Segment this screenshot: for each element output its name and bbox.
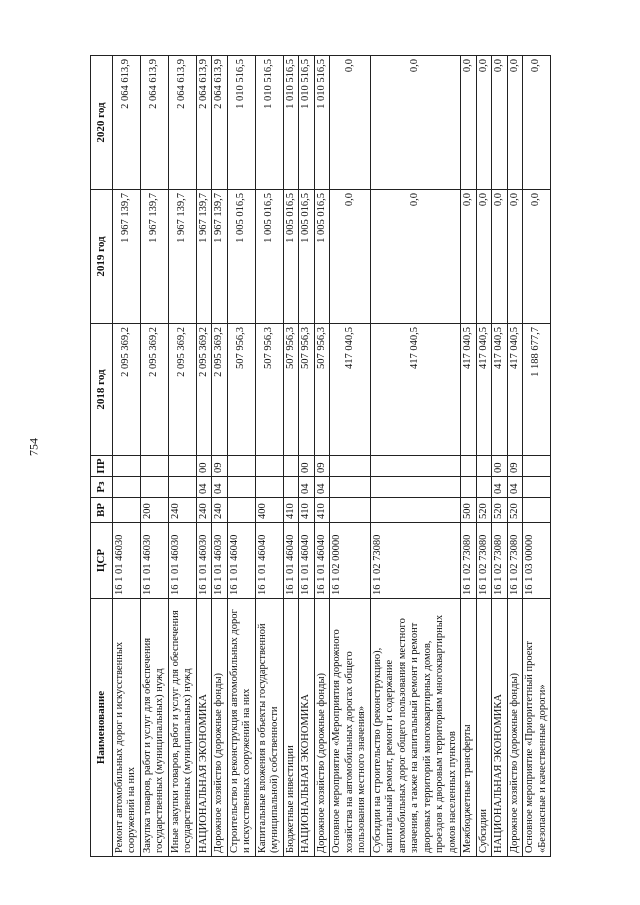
- table-row: [523, 56, 551, 857]
- cell-pr: 09: [314, 456, 330, 477]
- cell-pr: [140, 456, 168, 477]
- cell-2018: 1 188 677,7: [523, 324, 551, 456]
- table-row: [461, 56, 477, 857]
- cell-csr: 16 1 01 46030: [212, 523, 228, 599]
- table-header-row: [91, 56, 113, 857]
- cell-vr: 520: [492, 498, 508, 523]
- cell-vr: 410: [299, 498, 315, 523]
- cell-rz: [283, 477, 299, 498]
- cell-2018: 417 040,5: [476, 324, 492, 456]
- cell-2020: 2 064 613,9: [112, 56, 140, 190]
- cell-2020: 1 010 516,5: [299, 56, 315, 190]
- cell-csr: 16 1 02 73080: [492, 523, 508, 599]
- cell-2019: 0,0: [461, 190, 477, 324]
- cell-2020: 1 010 516,5: [314, 56, 330, 190]
- cell-rz: 04: [492, 477, 508, 498]
- budget-table: [90, 55, 551, 857]
- cell-rz: [330, 477, 371, 498]
- cell-2018: 507 956,3: [227, 324, 255, 456]
- cell-csr: 16 1 01 46030: [168, 523, 196, 599]
- table-row: [492, 56, 508, 857]
- cell-pr: [330, 456, 371, 477]
- table-row: [507, 56, 523, 857]
- cell-name: Межбюджетные трансферты: [461, 599, 477, 857]
- cell-2019: 1 967 139,7: [112, 190, 140, 324]
- cell-vr: 410: [314, 498, 330, 523]
- cell-rz: 04: [507, 477, 523, 498]
- cell-2020: 0,0: [492, 56, 508, 190]
- cell-rz: [227, 477, 255, 498]
- cell-rz: 04: [299, 477, 315, 498]
- cell-2019: 0,0: [476, 190, 492, 324]
- cell-2019: 1 005 016,5: [255, 190, 283, 324]
- cell-2018: 417 040,5: [492, 324, 508, 456]
- cell-pr: [461, 456, 477, 477]
- cell-csr: 16 1 02 73080: [461, 523, 477, 599]
- cell-pr: [227, 456, 255, 477]
- cell-csr: 16 1 01 46040: [255, 523, 283, 599]
- cell-vr: 520: [476, 498, 492, 523]
- cell-vr: 240: [168, 498, 196, 523]
- table-row: [168, 56, 196, 857]
- cell-pr: [255, 456, 283, 477]
- cell-2018: 417 040,5: [461, 324, 477, 456]
- cell-2019: 1 005 016,5: [227, 190, 255, 324]
- table-row: [227, 56, 255, 857]
- cell-2020: 2 064 613,9: [140, 56, 168, 190]
- rotated-table-container: [90, 56, 550, 857]
- cell-vr: [227, 498, 255, 523]
- table-row: [370, 56, 461, 857]
- cell-vr: 410: [283, 498, 299, 523]
- cell-pr: [523, 456, 551, 477]
- header-2020: 2020 год: [91, 56, 113, 190]
- cell-pr: 09: [507, 456, 523, 477]
- cell-rz: [255, 477, 283, 498]
- cell-pr: [112, 456, 140, 477]
- header-vr: ВР: [91, 498, 113, 523]
- cell-rz: [523, 477, 551, 498]
- cell-2020: 2 064 613,9: [196, 56, 212, 190]
- cell-csr: 16 1 01 46030: [112, 523, 140, 599]
- table-row: [196, 56, 212, 857]
- cell-name: НАЦИОНАЛЬНАЯ ЭКОНОМИКА: [492, 599, 508, 857]
- cell-name: Закупка товаров, работ и услуг для обеспечения государственных (муниципальных) нужд: [140, 599, 168, 857]
- cell-csr: 16 1 02 73080: [370, 523, 461, 599]
- cell-csr: 16 1 01 46030: [196, 523, 212, 599]
- cell-csr: 16 1 01 46040: [314, 523, 330, 599]
- cell-vr: 240: [212, 498, 228, 523]
- cell-rz: 04: [196, 477, 212, 498]
- cell-name: НАЦИОНАЛЬНАЯ ЭКОНОМИКА: [299, 599, 315, 857]
- cell-name: Иные закупки товаров, работ и услуг для обеспечения государственных (муниципальных) нужд: [168, 599, 196, 857]
- cell-name: Строительство и реконструкция автомобильных дорог и искусственных сооружений на них: [227, 599, 255, 857]
- cell-2018: 507 956,3: [314, 324, 330, 456]
- cell-vr: 240: [196, 498, 212, 523]
- header-rz: Рз: [91, 477, 113, 498]
- cell-2020: 1 010 516,5: [255, 56, 283, 190]
- cell-pr: [370, 456, 461, 477]
- cell-name: Капитальные вложения в объекты государственной (муниципальной) собственности: [255, 599, 283, 857]
- cell-name: Бюджетные инвестиции: [283, 599, 299, 857]
- cell-rz: [140, 477, 168, 498]
- cell-2020: 0,0: [507, 56, 523, 190]
- table-row: [283, 56, 299, 857]
- cell-vr: 520: [507, 498, 523, 523]
- cell-rz: [461, 477, 477, 498]
- cell-2019: 1 967 139,7: [196, 190, 212, 324]
- cell-pr: 09: [212, 456, 228, 477]
- cell-2018: 2 095 369,2: [212, 324, 228, 456]
- cell-2020: 1 010 516,5: [227, 56, 255, 190]
- cell-rz: [370, 477, 461, 498]
- cell-vr: [370, 498, 461, 523]
- cell-csr: 16 1 01 46030: [140, 523, 168, 599]
- cell-rz: [476, 477, 492, 498]
- cell-name: Субсидии: [476, 599, 492, 857]
- cell-rz: 04: [314, 477, 330, 498]
- cell-csr: 16 1 02 00000: [330, 523, 371, 599]
- cell-vr: 200: [140, 498, 168, 523]
- table-row: [255, 56, 283, 857]
- table-row: [314, 56, 330, 857]
- cell-2018: 2 095 369,2: [168, 324, 196, 456]
- cell-pr: [476, 456, 492, 477]
- header-2019: 2019 год: [91, 190, 113, 324]
- cell-csr: 16 1 01 46040: [283, 523, 299, 599]
- header-2018: 2018 год: [91, 324, 113, 456]
- table-row: [212, 56, 228, 857]
- cell-2019: 0,0: [370, 190, 461, 324]
- cell-name: Ремонт автомобильных дорог и искусственных сооружений на них: [112, 599, 140, 857]
- cell-2019: 0,0: [507, 190, 523, 324]
- cell-pr: 00: [196, 456, 212, 477]
- cell-name: НАЦИОНАЛЬНАЯ ЭКОНОМИКА: [196, 599, 212, 857]
- table-row: [476, 56, 492, 857]
- cell-vr: [330, 498, 371, 523]
- cell-2020: 1 010 516,5: [283, 56, 299, 190]
- cell-2019: 1 005 016,5: [299, 190, 315, 324]
- cell-2019: 1 005 016,5: [283, 190, 299, 324]
- cell-vr: [523, 498, 551, 523]
- cell-pr: [168, 456, 196, 477]
- cell-2018: 2 095 369,2: [196, 324, 212, 456]
- cell-csr: 16 1 02 73080: [476, 523, 492, 599]
- cell-name: Основное мероприятие «Приоритетный проект «Безопасные и качественные дороги»: [523, 599, 551, 857]
- header-csr: ЦСР: [91, 523, 113, 599]
- cell-csr: 16 1 03 00000: [523, 523, 551, 599]
- cell-2018: 507 956,3: [255, 324, 283, 456]
- cell-2018: 417 040,5: [330, 324, 371, 456]
- cell-name: Субсидии на строительство (реконструкцию), капитальный ремонт, ремонт и содержание автомобильных дорог общего пользования местного значения, а также на капитальный ремонт и ремонт дворовых территорий многоквартирных домов, проездов к дворовым территориям многоквартирных домов населенных пунктов: [370, 599, 461, 857]
- cell-rz: 04: [212, 477, 228, 498]
- cell-2019: 1 005 016,5: [314, 190, 330, 324]
- cell-name: Дорожное хозяйство (дорожные фонды): [212, 599, 228, 857]
- cell-2019: 0,0: [523, 190, 551, 324]
- cell-2019: 0,0: [330, 190, 371, 324]
- cell-rz: [168, 477, 196, 498]
- cell-2018: 2 095 369,2: [140, 324, 168, 456]
- cell-name: Дорожное хозяйство (дорожные фонды): [507, 599, 523, 857]
- cell-2020: 0,0: [370, 56, 461, 190]
- cell-2020: 2 064 613,9: [212, 56, 228, 190]
- cell-name: Основное мероприятие «Мероприятия дорожного хозяйства на автомобильных дорогах общего пользования местного значения»: [330, 599, 371, 857]
- table-row: [330, 56, 371, 857]
- cell-csr: 16 1 01 46040: [299, 523, 315, 599]
- cell-2018: 507 956,3: [283, 324, 299, 456]
- cell-pr: 00: [492, 456, 508, 477]
- cell-vr: 500: [461, 498, 477, 523]
- cell-vr: 400: [255, 498, 283, 523]
- table-row: [112, 56, 140, 857]
- cell-2020: 2 064 613,9: [168, 56, 196, 190]
- cell-2020: 0,0: [523, 56, 551, 190]
- cell-2020: 0,0: [330, 56, 371, 190]
- cell-2020: 0,0: [461, 56, 477, 190]
- cell-csr: 16 1 02 73080: [507, 523, 523, 599]
- cell-vr: [112, 498, 140, 523]
- cell-2018: 2 095 369,2: [112, 324, 140, 456]
- page-number: 754: [26, 438, 41, 456]
- cell-2018: 417 040,5: [507, 324, 523, 456]
- table-row: [140, 56, 168, 857]
- cell-pr: [283, 456, 299, 477]
- cell-2018: 417 040,5: [370, 324, 461, 456]
- cell-2019: 1 967 139,7: [140, 190, 168, 324]
- cell-2019: 1 967 139,7: [212, 190, 228, 324]
- header-pr: ПР: [91, 456, 113, 477]
- cell-2019: 1 967 139,7: [168, 190, 196, 324]
- cell-rz: [112, 477, 140, 498]
- cell-name: Дорожное хозяйство (дорожные фонды): [314, 599, 330, 857]
- cell-2020: 0,0: [476, 56, 492, 190]
- header-name: Наименование: [91, 599, 113, 857]
- table-body: [112, 56, 551, 857]
- cell-2019: 0,0: [492, 190, 508, 324]
- cell-2018: 507 956,3: [299, 324, 315, 456]
- cell-csr: 16 1 01 46040: [227, 523, 255, 599]
- table-row: [299, 56, 315, 857]
- cell-pr: 00: [299, 456, 315, 477]
